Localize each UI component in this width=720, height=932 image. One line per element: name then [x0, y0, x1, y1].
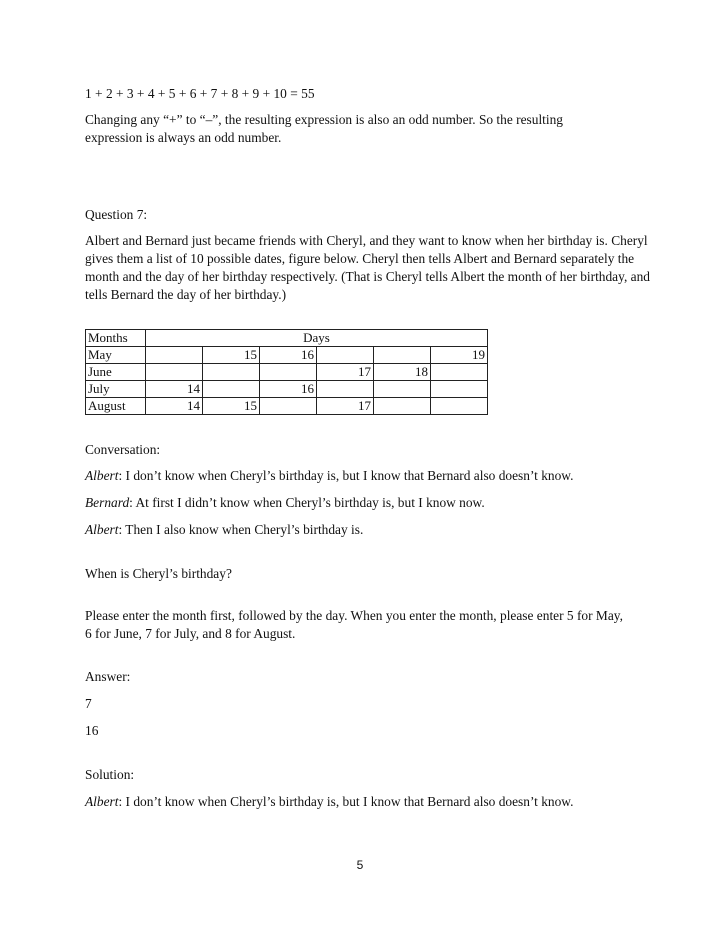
speaker-name: Bernard — [85, 495, 130, 510]
day-cell — [431, 398, 488, 415]
statement-text: : I don’t know when Cheryl’s birthday is, but I know that Bernard also doesn’t know. — [118, 468, 574, 483]
day-cell — [374, 347, 431, 364]
day-cell — [203, 364, 260, 381]
day-cell — [317, 381, 374, 398]
day-cell: 18 — [374, 364, 431, 381]
month-cell: July — [86, 381, 146, 398]
day-cell — [317, 347, 374, 364]
table-row — [86, 347, 488, 364]
table-row — [86, 398, 488, 415]
day-cell: 16 — [260, 381, 317, 398]
statement-text: : I don’t know when Cheryl’s birthday is, but I know that Bernard also doesn’t know. — [118, 794, 574, 809]
day-cell: 15 — [203, 347, 260, 364]
answer-label: Answer: — [85, 669, 131, 684]
statement-text: : Then I also know when Cheryl’s birthday is. — [118, 522, 364, 537]
day-cell: 16 — [260, 347, 317, 364]
answer-day: 16 — [85, 723, 99, 738]
day-cell — [203, 381, 260, 398]
day-cell — [374, 398, 431, 415]
day-cell: 17 — [317, 364, 374, 381]
day-cell: 19 — [431, 347, 488, 364]
day-cell — [431, 381, 488, 398]
table-header-row — [86, 330, 488, 347]
day-cell: 17 — [317, 398, 374, 415]
albert-statement-1 — [85, 467, 573, 485]
day-cell — [374, 381, 431, 398]
day-cell — [431, 364, 488, 381]
solution-label: Solution: — [85, 767, 135, 782]
conversation-label: Conversation: — [85, 442, 161, 457]
table-row — [86, 364, 488, 381]
day-cell — [146, 364, 203, 381]
albert-statement-2 — [85, 521, 363, 539]
day-cell — [260, 398, 317, 415]
intro-paragraph: Albert and Bernard just became friends with Cheryl, and they want to know when her birthday is. Cheryl gives them a list of 10 possible dates, figure below. Cheryl then tells Albert and Bernard separately the month and the day of her birthday respectively. (That is Cheryl tells Albert the month of her birthday, and tells Bernard the day of her birthday.) — [85, 233, 650, 302]
statement-text: : At first I didn’t know when Cheryl’s birthday is, but I know now. — [129, 495, 485, 510]
month-cell: May — [86, 347, 146, 364]
solution-statement — [85, 793, 573, 811]
month-cell: August — [86, 398, 146, 415]
bernard-statement — [85, 494, 485, 512]
day-cell: 14 — [146, 398, 203, 415]
day-cell — [260, 364, 317, 381]
question-prompt: When is Cheryl’s birthday? — [85, 566, 232, 581]
answer-month: 7 — [85, 696, 92, 711]
speaker-name: Albert — [85, 468, 119, 483]
day-cell — [146, 347, 203, 364]
possible-dates-table — [85, 329, 488, 415]
speaker-name: Albert — [85, 522, 119, 537]
question-heading: Question 7: — [85, 207, 148, 222]
day-cell: 15 — [203, 398, 260, 415]
page-number: 5 — [356, 858, 364, 872]
table-row — [86, 381, 488, 398]
months-header: Months — [86, 330, 146, 347]
days-header: Days — [146, 330, 488, 347]
sum-line: 1 + 2 + 3 + 4 + 5 + 6 + 7 + 8 + 9 + 10 = 55 — [85, 86, 315, 101]
month-cell: June — [86, 364, 146, 381]
speaker-name: Albert — [85, 794, 119, 809]
changing-paragraph: Changing any “+” to “–”, the resulting expression is also an odd number. So the resulting expression is always an odd number. — [85, 112, 563, 145]
day-cell: 14 — [146, 381, 203, 398]
instructions-paragraph: Please enter the month first, followed by the day. When you enter the month, please enter 5 for May, 6 for June, 7 for July, and 8 for August. — [85, 608, 623, 641]
